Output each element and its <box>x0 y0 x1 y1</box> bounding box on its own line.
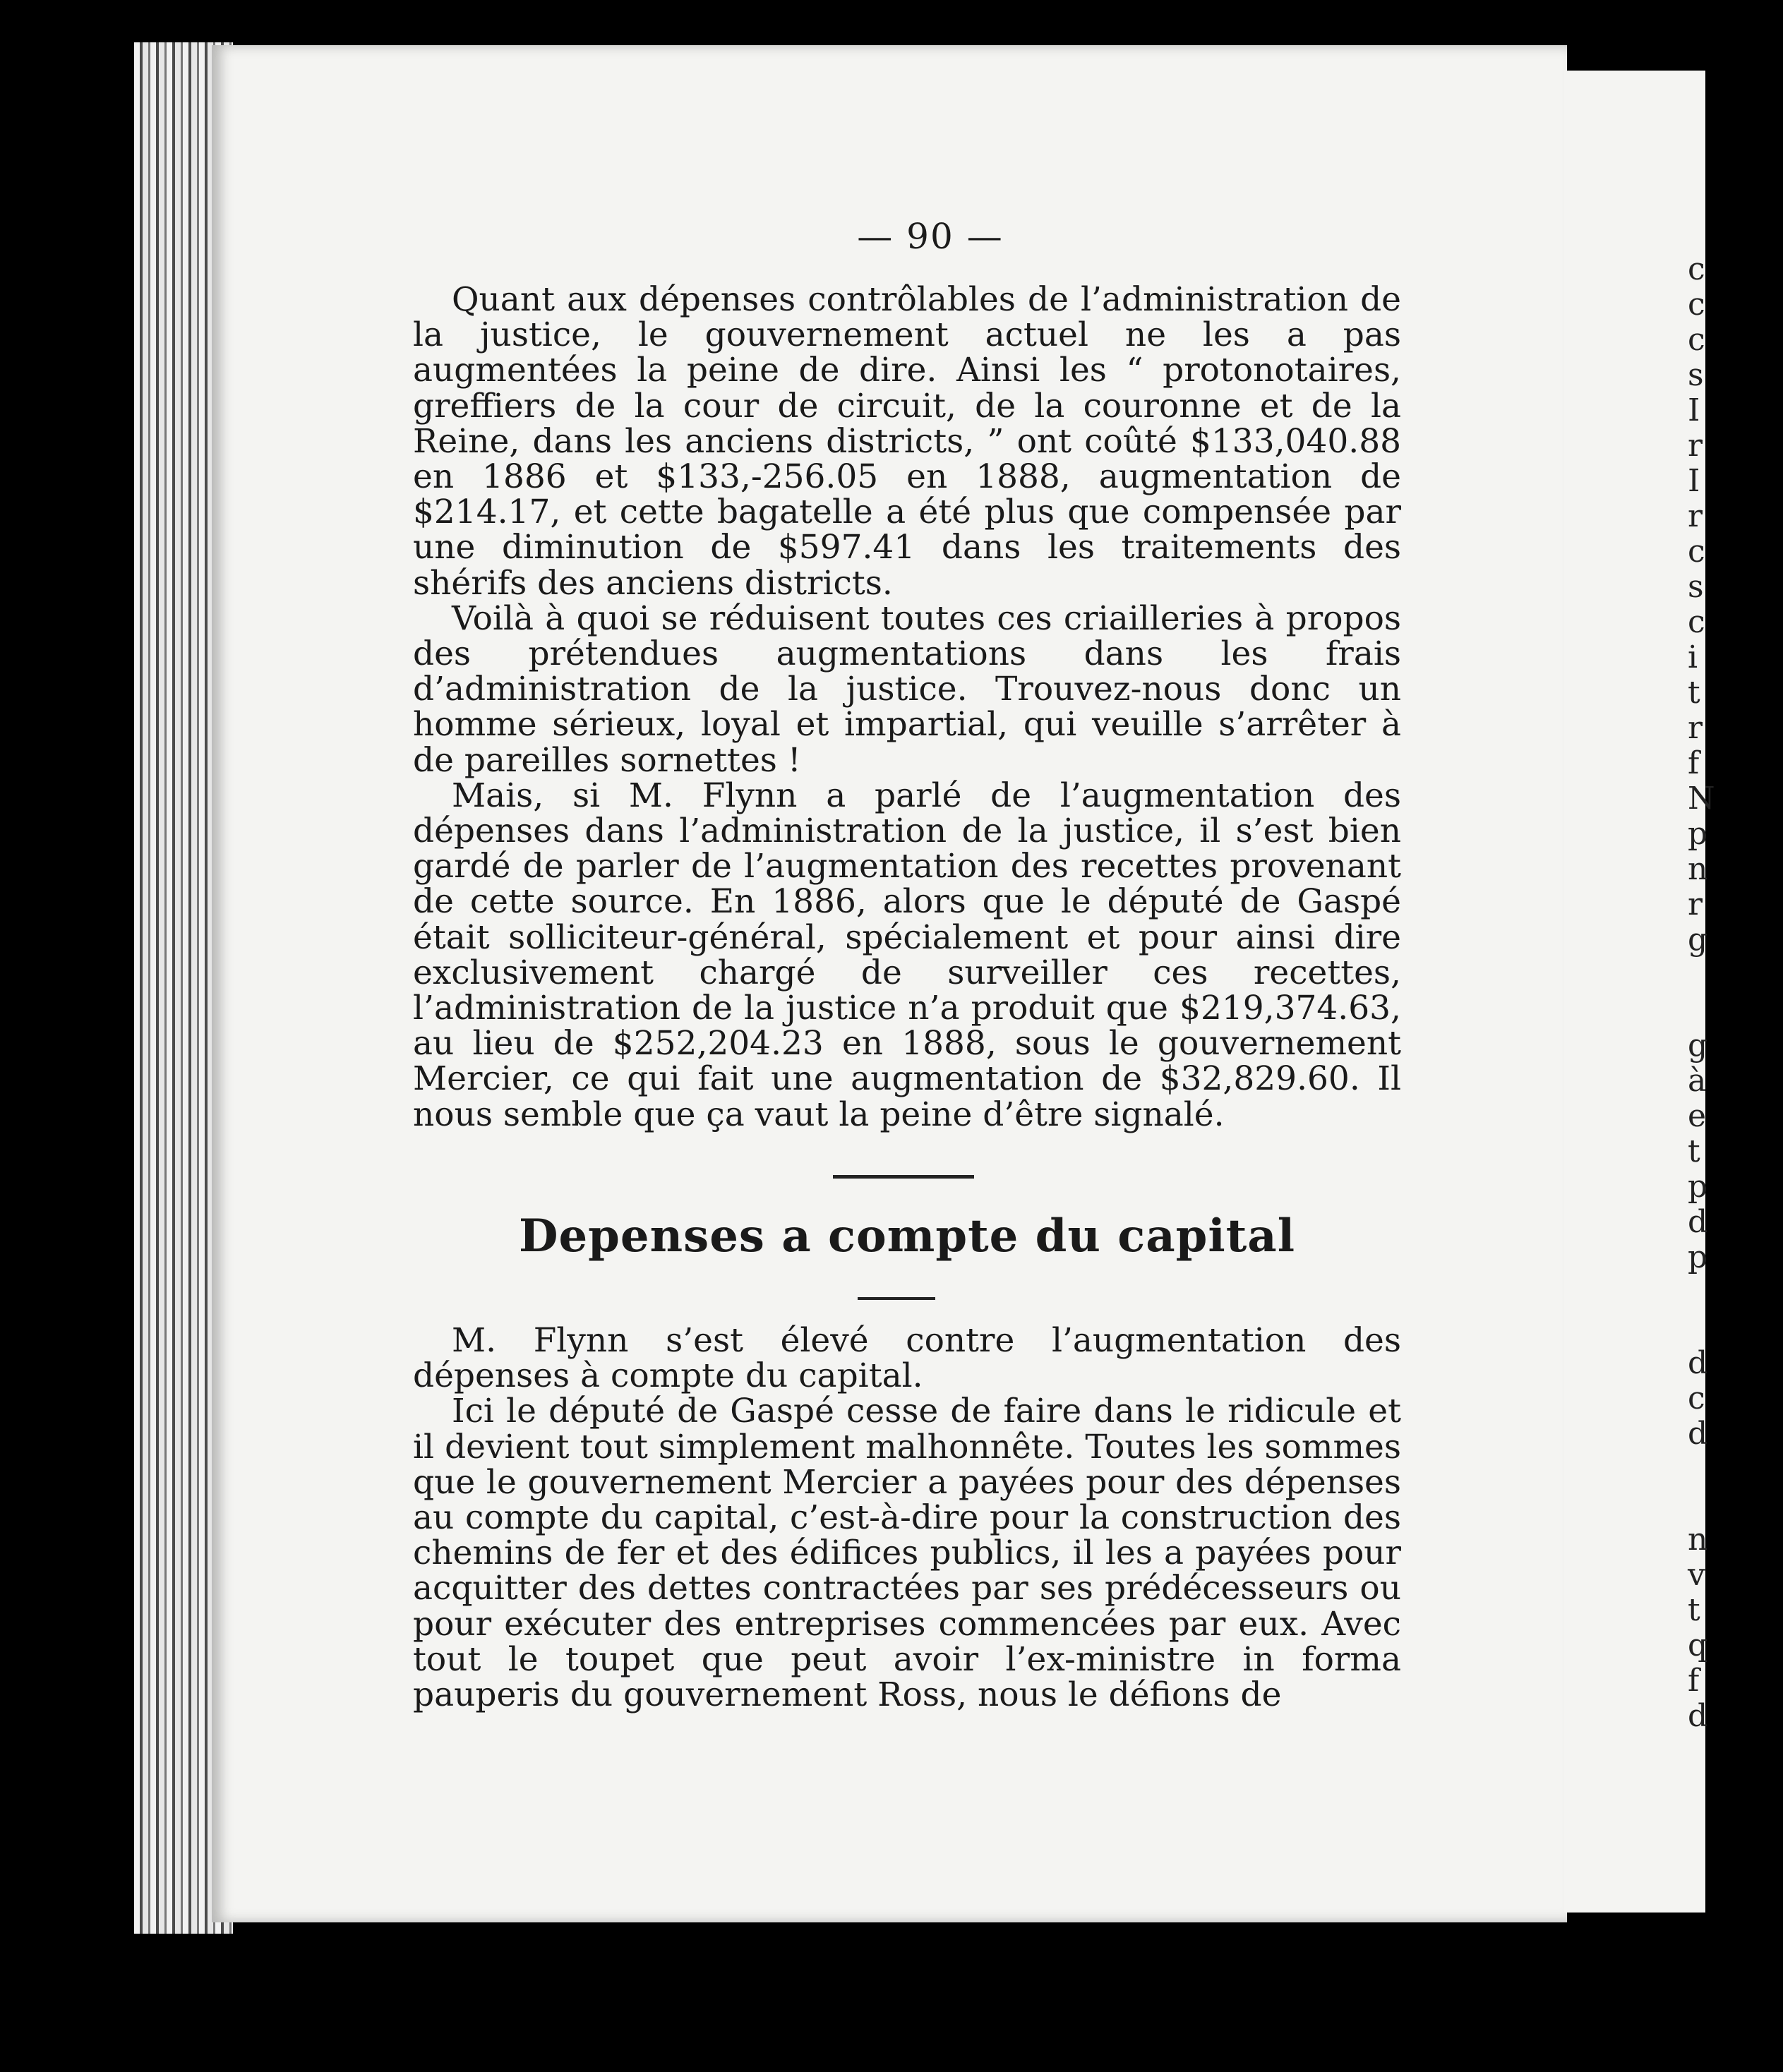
section-heading: Depenses a compte du capital <box>518 1210 1296 1263</box>
facing-page-letter: c <box>1688 1380 1705 1416</box>
heading-underline <box>858 1297 935 1300</box>
facing-page-letter: g <box>1688 1028 1708 1064</box>
facing-page-letter: f <box>1688 1663 1700 1699</box>
facing-page-letter: t <box>1688 1592 1700 1628</box>
paragraph: M. Flynn s’est élevé contre l’augmentation des dépenses à compte du capital. <box>413 1321 1401 1396</box>
facing-page-letter: i <box>1688 639 1698 675</box>
facing-page-letter: p <box>1688 1169 1708 1205</box>
facing-page-letter: c <box>1688 251 1705 287</box>
text-block-top <box>413 282 1401 1133</box>
facing-page-letter: c <box>1688 287 1705 323</box>
facing-page-letter: r <box>1688 428 1703 464</box>
facing-page-letter: p <box>1688 1239 1708 1275</box>
facing-page-letter: c <box>1688 534 1705 570</box>
facing-page-letter: d <box>1688 1204 1708 1240</box>
facing-page-letter: c <box>1688 604 1705 640</box>
paragraph: Quant aux dépenses contrôlables de l’administration de la justice, le gouvernement actuel ne les a pas augmentées la peine de dire. Ainsi les “ protonotaires, greffiers de la cour de circuit, de la couronne et de la Reine, dans les anciens districts, ” ont coûté $133,040.88 en 1886 et $133,-256.05 en 1888, augmentation de $214.17, et cette bagatelle a été plus que compensée par une diminution de $597.41 dans les traitements des shérifs des anciens districts. <box>413 280 1401 603</box>
facing-page-letter: q <box>1688 1627 1708 1663</box>
facing-page-letter: t <box>1688 1133 1700 1169</box>
facing-page-letter: p <box>1688 816 1708 852</box>
facing-page-letter: c <box>1688 322 1705 358</box>
section-divider <box>833 1175 974 1179</box>
facing-page-letter: e <box>1688 1098 1707 1134</box>
facing-page-letter: f <box>1688 745 1700 781</box>
facing-page-letter: I <box>1688 463 1700 499</box>
facing-page-letter: n <box>1688 1522 1708 1558</box>
text-block-bottom <box>413 1323 1401 1713</box>
facing-page-letter: s <box>1688 357 1704 393</box>
facing-page-letter: à <box>1688 1063 1707 1099</box>
paragraph: Voilà à quoi se réduisent toutes ces criailleries à propos des prétendues augmentations dans les frais d’administration de la justice. Trouvez-nous donc un homme sérieux, loyal et impartial, qui veuille s’arrêter à de pareilles sornettes ! <box>413 598 1401 780</box>
facing-page-letter: N <box>1688 781 1715 817</box>
facing-page-letter: r <box>1688 498 1703 534</box>
facing-page-letter: t <box>1688 675 1700 711</box>
facing-page-letter: I <box>1688 392 1700 428</box>
facing-page-letter: r <box>1688 886 1703 922</box>
facing-page-fragment <box>1564 71 1715 1913</box>
paragraph: Mais, si M. Flynn a parlé de l’augmentation des dépenses dans l’administration de la justice, il s’est bien gardé de parler de l’augmentation des recettes provenant de cette source. En 1886, alors que le député de Gaspé était solliciteur-général, spécialement et pour ainsi dire exclusivement chargé de surveiller ces recettes, l’administration de la justice n’a produit que $219,374.63, au lieu de $252,204.23 en 1888, sous le gouvernement Mercier, ce qui fait une augmentation de $32,829.60. Il nous semble que ça vaut la peine d’être signalé. <box>413 776 1401 1134</box>
facing-page-letter: d <box>1688 1698 1708 1734</box>
page-number: — 90 — <box>857 216 1004 257</box>
facing-page-letter: d <box>1688 1416 1708 1452</box>
facing-page-letter: v <box>1688 1557 1705 1593</box>
facing-page-letter: s <box>1688 569 1704 605</box>
facing-page-letter: g <box>1688 922 1708 958</box>
facing-page-letter: d <box>1688 1345 1708 1381</box>
paragraph: Ici le député de Gaspé cesse de faire dans le ridicule et il devient tout simplement malhonnête. Toutes les sommes que le gouvernement Mercier a payées pour des dépenses au compte du capital, c’est-à-dire pour la construction des chemins de fer et des édifices publics, il les a payées pour acquitter des dettes contractées par ses prédécesseurs ou pour exécuter des entreprises commencées par eux. Avec tout le toupet que peut avoir l’ex-ministre in forma pauperis du gouvernement Ross, nous le défions de <box>413 1392 1401 1715</box>
facing-page-letter: n <box>1688 851 1708 887</box>
facing-page-letter: r <box>1688 710 1703 746</box>
